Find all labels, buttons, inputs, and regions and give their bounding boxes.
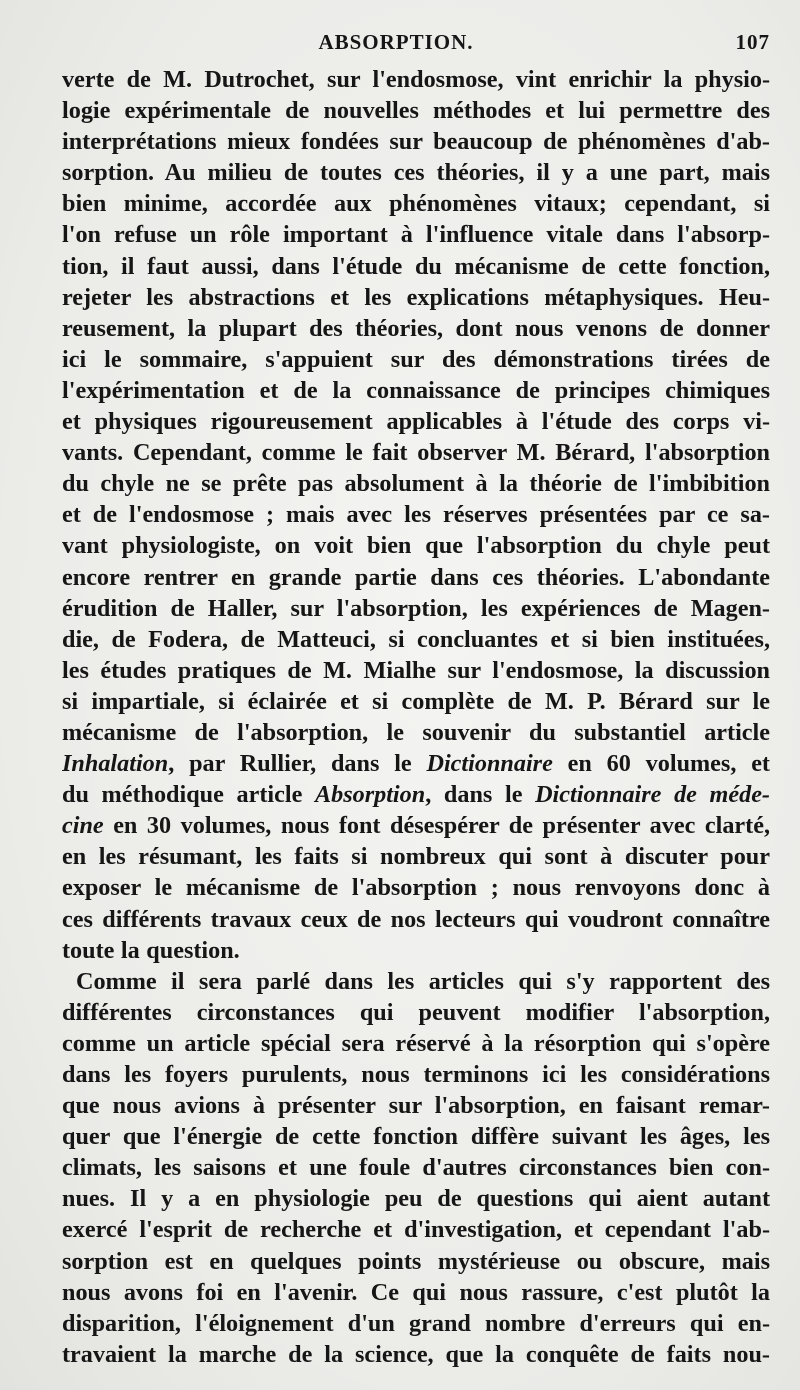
body-text: [62, 64, 770, 1370]
text-line: l'on refuse un rôle important à l'influence vitale dans l'absorp-: [62, 221, 770, 249]
text-line: et physiques rigoureusement applicables à l'étude des corps vi-: [62, 408, 770, 436]
running-title: ABSORPTION.: [318, 30, 474, 54]
text-line: toute la question.: [62, 936, 240, 964]
text-line: interprétations mieux fondées sur beaucoup de phénomènes d'ab-: [62, 128, 770, 156]
text-line: vant physiologiste, on voit bien que l'absorption du chyle peut: [62, 532, 770, 560]
text-line: nous avons foi en l'avenir. Ce qui nous rassure, c'est plutôt la: [62, 1278, 770, 1306]
text-line: tion, il faut aussi, dans l'étude du mécanisme de cette fonction,: [62, 252, 770, 280]
text-line: reusement, la plupart des théories, dont nous venons de donner: [62, 314, 770, 342]
text-line: différentes circonstances qui peuvent modifier l'absorption,: [62, 998, 770, 1026]
text-line: die, de Fodera, de Matteuci, si concluantes et si bien instituées,: [62, 625, 770, 653]
paragraph: [62, 64, 770, 966]
text-line: dans les foyers purulents, nous terminons ici les considérations: [62, 1061, 770, 1088]
text-line: vants. Cependant, comme le fait observer M. Bérard, l'absorption: [62, 439, 770, 467]
text-line: mécanisme de l'absorption, le souvenir du substantiel article: [62, 718, 770, 746]
text-line: sorption. Au milieu de toutes ces théories, il y a une part, mais: [62, 159, 770, 187]
text-line: les études pratiques de M. Mialhe sur l'endosmose, la discussion: [62, 656, 770, 684]
paragraph: [62, 966, 770, 1370]
text-line: travaient la marche de la science, que la conquête de faits nou-: [62, 1340, 770, 1368]
text-line: et de l'endosmose ; mais avec les réserves présentées par ce sa-: [62, 501, 770, 529]
text-line: érudition de Haller, sur l'absorption, les expériences de Magen-: [62, 594, 770, 622]
text-line: rejeter les abstractions et les explications métaphysiques. Heu-: [62, 283, 770, 311]
text-line: climats, les saisons et une foule d'autres circonstances bien con-: [62, 1154, 770, 1182]
text-line: du chyle ne se prête pas absolument à la théorie de l'imbibition: [62, 470, 770, 498]
text-line: sorption est en quelques points mystérieuse ou obscure, mais: [62, 1247, 770, 1275]
text-line: en les résumant, les faits si nombreux qui sont à discuter pour: [62, 843, 770, 871]
text-line: Inhalation, par Rullier, dans le Dictionnaire en 60 volumes, et: [62, 750, 770, 778]
text-line: ces différents travaux ceux de nos lecteurs qui voudront connaître: [62, 905, 770, 933]
text-line: du méthodique article Absorption, dans le Dictionnaire de méde-: [62, 781, 770, 809]
text-line: encore rentrer en grande partie dans ces théories. L'abondante: [62, 563, 770, 591]
text-line: verte de M. Dutrochet, sur l'endosmose, vint enrichir la physio-: [62, 66, 770, 93]
text-line: exercé l'esprit de recherche et d'investigation, et cependant l'ab-: [62, 1216, 770, 1244]
text-line: si impartiale, si éclairée et si complète de M. P. Bérard sur le: [62, 687, 770, 715]
text-line: exposer le mécanisme de l'absorption ; nous renvoyons donc à: [62, 874, 770, 902]
text-line: que nous avions à présenter sur l'absorption, en faisant remar-: [62, 1092, 770, 1120]
text-line: comme un article spécial sera réservé à la résorption qui s'opère: [62, 1029, 770, 1057]
running-head: [62, 30, 770, 64]
text-line: ici le sommaire, s'appuient sur des démonstrations tirées de: [62, 345, 770, 373]
text-line: Comme il sera parlé dans les articles qui s'y rapportent des: [76, 967, 770, 995]
page-number: 107: [735, 30, 770, 54]
text-line: l'expérimentation et de la connaissance de principes chimiques: [62, 376, 770, 404]
text-line: logie expérimentale de nouvelles méthodes et lui permettre des: [62, 97, 770, 125]
text-line: cine en 30 volumes, nous font désespérer de présenter avec clarté,: [62, 812, 770, 840]
text-line: quer que l'énergie de cette fonction diffère suivant les âges, les: [62, 1123, 770, 1151]
text-line: nues. Il y a en physiologie peu de questions qui aient autant: [62, 1185, 770, 1213]
text-line: bien minime, accordée aux phénomènes vitaux; cependant, si: [62, 190, 770, 218]
text-line: disparition, l'éloignement d'un grand nombre d'erreurs qui en-: [62, 1309, 770, 1337]
